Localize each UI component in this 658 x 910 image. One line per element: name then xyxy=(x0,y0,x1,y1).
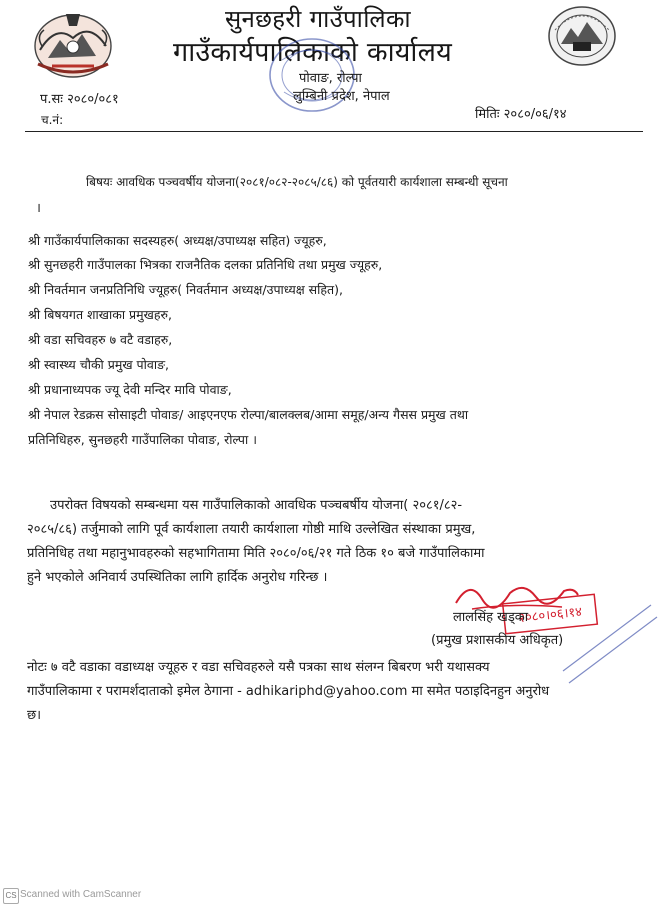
note-line: गाउँपालिकामा र परामर्शदाताको इमेल ठेगाना - adhikariphd@yahoo.com मा समेत पठाइदिनहुन अनुरोध xyxy=(27,684,550,699)
addressee-item: श्री नेपाल रेडक्रस सोसाइटी पोवाङ/ आइएनएफ रोल्पा/बालक्लब/आमा समूह/अन्य गैसस प्रमुख तथा xyxy=(28,407,469,422)
addressee-item: श्री स्वास्थ्य चौकी प्रमुख पोवाङ, xyxy=(28,357,170,372)
dispatch-number: च.नं: xyxy=(41,113,64,127)
office-address-line1: पोवाङ, रोल्पा xyxy=(299,71,362,86)
stamp-date-text: २०८०।०६।१४ xyxy=(517,604,583,627)
addressee-item: श्री सुनछहरी गाउँपालका भित्रका राजनैतिक दलका प्रतिनिधि तथा प्रमुख ज्यूहरु, xyxy=(28,257,383,272)
addressee-item: श्री प्रधानाध्यपक ज्यू देवी मन्दिर मावि पोवाङ, xyxy=(28,382,232,397)
office-address-line2: लुम्बिनी प्रदेश, नेपाल xyxy=(293,89,390,104)
signatory-name: लालसिंह खड्का xyxy=(453,610,529,625)
signatory-title: (प्रमुख प्रशासकीय अधिकृत) xyxy=(431,633,564,648)
addressee-item: श्री वडा सचिवहरु ७ वटै वडाहरु, xyxy=(28,332,173,347)
body-line: हुने भएकोले अनिवार्य उपस्थितिका लागि हार्दिक अनुरोध गरिन्छ । xyxy=(27,570,328,585)
addressee-item: श्री गाउँकार्यपालिकाका सदस्यहरु( अध्यक्ष/उपाध्यक्ष सहित) ज्यूहरु, xyxy=(28,233,327,248)
subject-end-mark: । xyxy=(36,201,41,216)
camscanner-icon: CS xyxy=(3,888,19,904)
body-line: २०८५/८६) तर्जुमाको लागि पूर्व कार्यशाला तयारी कार्यशाला गोष्ठी माथि उल्लेखित संस्थाका प्रमुख, xyxy=(27,522,476,537)
addressee-item: प्रतिनिधिहरु, सुनछहरी गाउँपालिका पोवाङ, रोल्पा । xyxy=(28,432,257,447)
body-line: उपरोक्त विषयको सम्बन्धमा यस गाउँपालिकाको आवधिक पञ्चबर्षीय योजना( २०८१/८२- xyxy=(50,498,463,513)
note-line: नोटः ७ वटै वडाका वडाध्यक्ष ज्यूहरु र वडा सचिवहरुले यसै पत्रका साथ संलग्न बिबरण भरी यथासक्य xyxy=(27,660,490,675)
scanner-watermark: Scanned with CamScanner xyxy=(20,889,142,900)
reference-number: प.सः २०८०/०८१ xyxy=(40,92,119,107)
official-designation-stamp xyxy=(555,591,658,701)
office-title-line1: सुनछहरी गाउँपालिका xyxy=(225,5,411,33)
letter-date: मितिः २०८०/०६/१४ xyxy=(475,107,567,122)
letter-subject: बिषयः आवधिक पञ्चवर्षीय योजना(२०८१/०८२-२०८५/८६) को पूर्वतयारी कार्यशाला सम्बन्धी सूचना xyxy=(86,175,508,189)
municipality-seal-icon xyxy=(545,4,619,68)
addressee-item: श्री बिषयगत शाखाका प्रमुखहरु, xyxy=(28,307,172,322)
nepal-emblem-icon xyxy=(30,6,116,80)
body-line: प्रतिनिधिह तथा महानुभावहरुको सहभागितामा मिति २०८०/०६/२१ गते ठिक १० बजे गाउँपालिकामा xyxy=(27,546,485,561)
note-line: छ। xyxy=(27,708,42,723)
addressee-item: श्री निवर्तमान जनप्रतिनिधि ज्यूहरु( निवर्तमान अध्यक्ष/उपाध्यक्ष सहित), xyxy=(28,282,343,297)
office-title-line2: गाउँकार्यपालिकाको कार्यालय xyxy=(173,37,452,68)
header-divider xyxy=(25,131,643,132)
